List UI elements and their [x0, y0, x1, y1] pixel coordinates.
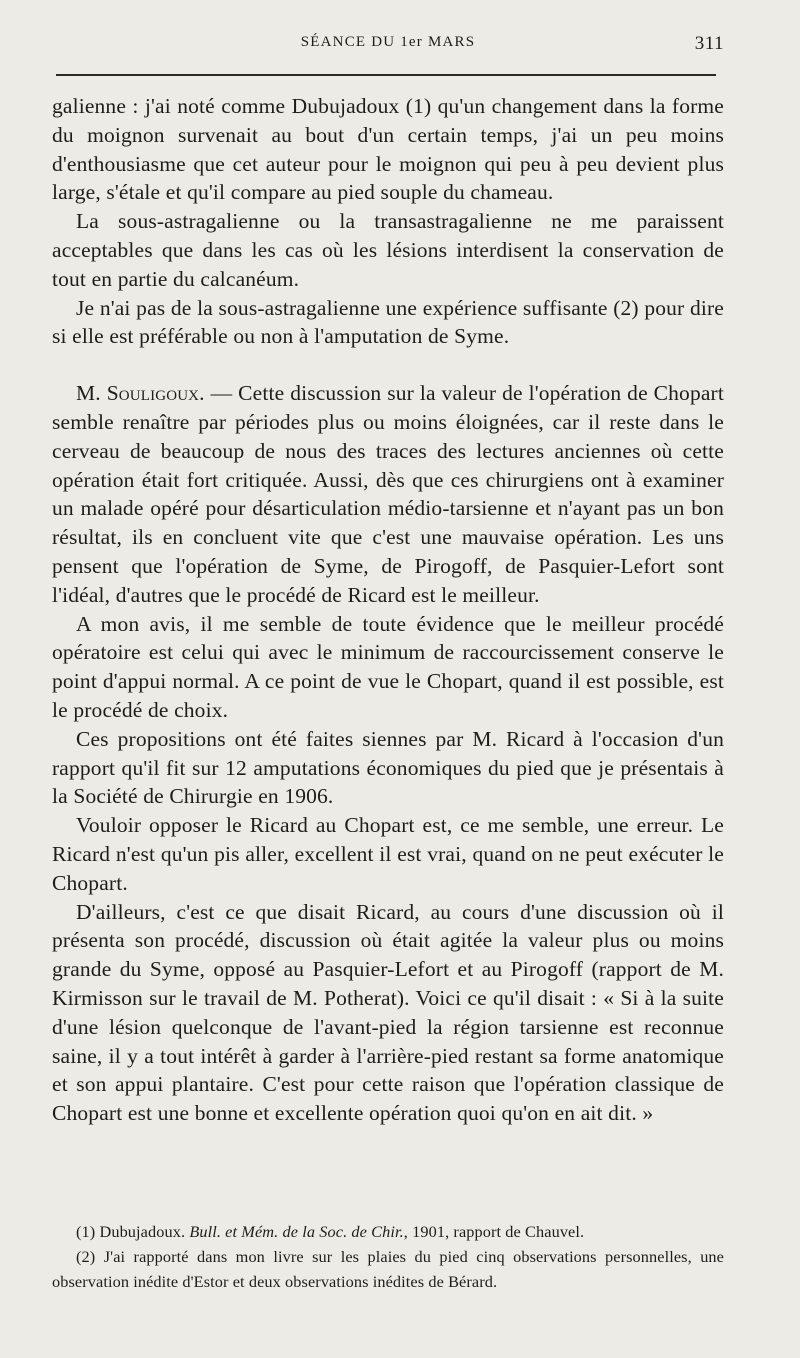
footnote-rest: , 1901, rapport de Chauvel.	[403, 1222, 585, 1241]
speaker-prefix: M.	[76, 381, 101, 406]
running-header	[52, 34, 724, 56]
footnote	[52, 1244, 724, 1294]
footnote-journal: Bull. et Mém. de la Soc. de Chir.	[189, 1222, 404, 1241]
footnote-marker: (2)	[76, 1247, 96, 1266]
paragraph: Vouloir opposer le Ricard au Chopart est, ce me semble, une erreur. Le Ricard n'est qu'un pis aller, excellent il est vrai, quand on ne peut exécuter le Chopart.	[52, 813, 724, 895]
speech-text: Cette discussion sur la valeur de l'opération de Chopart semble renaître par périodes plus ou moins éloignées, car il reste dans le cerveau de beaucoup de nous des traces des lectures anciennes où cette opération était fort critiquée. Aussi, dès que ces chirurgiens ont à examiner un malade opéré pour désarticulation médio-tarsienne et n'ayant pas un bon résultat, ils en concluent vite que c'est une mauvaise opération. Les uns pensent que l'opération de Syme, de Pirogoff, de Pasquier-Lefort sont l'idéal, d'autres que le procédé de Ricard est le meilleur.	[52, 381, 724, 607]
speaker-name: Souligoux.	[106, 381, 205, 406]
header-title: SÉANCE DU 1er MARS	[300, 34, 476, 50]
header-rule	[56, 74, 716, 76]
footnote-author: Dubujadoux.	[99, 1222, 186, 1241]
footnote-text: J'ai rapporté dans mon livre sur les plaies du pied cinq observations personnelles, une observation inédite d'Estor et deux observations inédites de Bérard.	[52, 1247, 724, 1291]
paragraph: La sous-astragalienne ou la transastragalienne ne me paraissent acceptables que dans les cas où les lésions interdisent la conservation de tout en partie du calcanéum.	[52, 209, 724, 291]
paragraph: A mon avis, il me semble de toute évidence que le meilleur procédé opératoire est celui qui avec le minimum de raccourcissement conserve le point d'appui normal. A ce point de vue le Chopart, quand il est possible, est le procédé de choix.	[52, 611, 724, 722]
footnotes	[52, 1219, 724, 1294]
main-text	[52, 92, 724, 1128]
paragraph: galienne : j'ai noté comme Dubujadoux (1) qu'un changement dans la forme du moignon survenait au bout d'un certain temps, j'ai un peu moins d'enthousiasme que cet auteur pour le moignon qui peu à peu devient plus large, s'étale et qu'il compare au pied souple du chameau.	[52, 94, 724, 205]
paragraph: D'ailleurs, c'est ce que disait Ricard, au cours d'une discussion où il présenta son procédé, discussion où était agitée la valeur plus ou moins grande du Syme, opposé au Pasquier-Lefort et au Pirogoff (rapport de M. Kirmisson sur le travail de M. Potherat). Voici ce qu'il disait : « Si à la suite d'une lésion quelconque de l'avant-pied la région tarsienne est reconnue saine, il y a tout intérêt à garder à l'arrière-pied restant sa forme anatomique et son appui plantaire. C'est pour cette raison que l'opération classique de Chopart est une bonne et excellente opération quoi qu'on en ait dit. »	[52, 899, 724, 1126]
footnote	[52, 1219, 724, 1244]
footnote-marker: (1)	[76, 1222, 96, 1241]
speaker-paragraph	[52, 379, 724, 609]
speaker-dash: —	[210, 381, 233, 406]
paragraph: Ces propositions ont été faites siennes par M. Ricard à l'occasion d'un rapport qu'il fit sur 12 amputations économiques du pied que je présentais à la Société de Chirurgie en 1906.	[52, 726, 724, 809]
page-number: 311	[694, 33, 724, 54]
paragraph: Je n'ai pas de la sous-astragalienne une expérience suffisante (2) pour dire si elle est préférable ou non à l'amputation de Syme.	[52, 295, 724, 349]
